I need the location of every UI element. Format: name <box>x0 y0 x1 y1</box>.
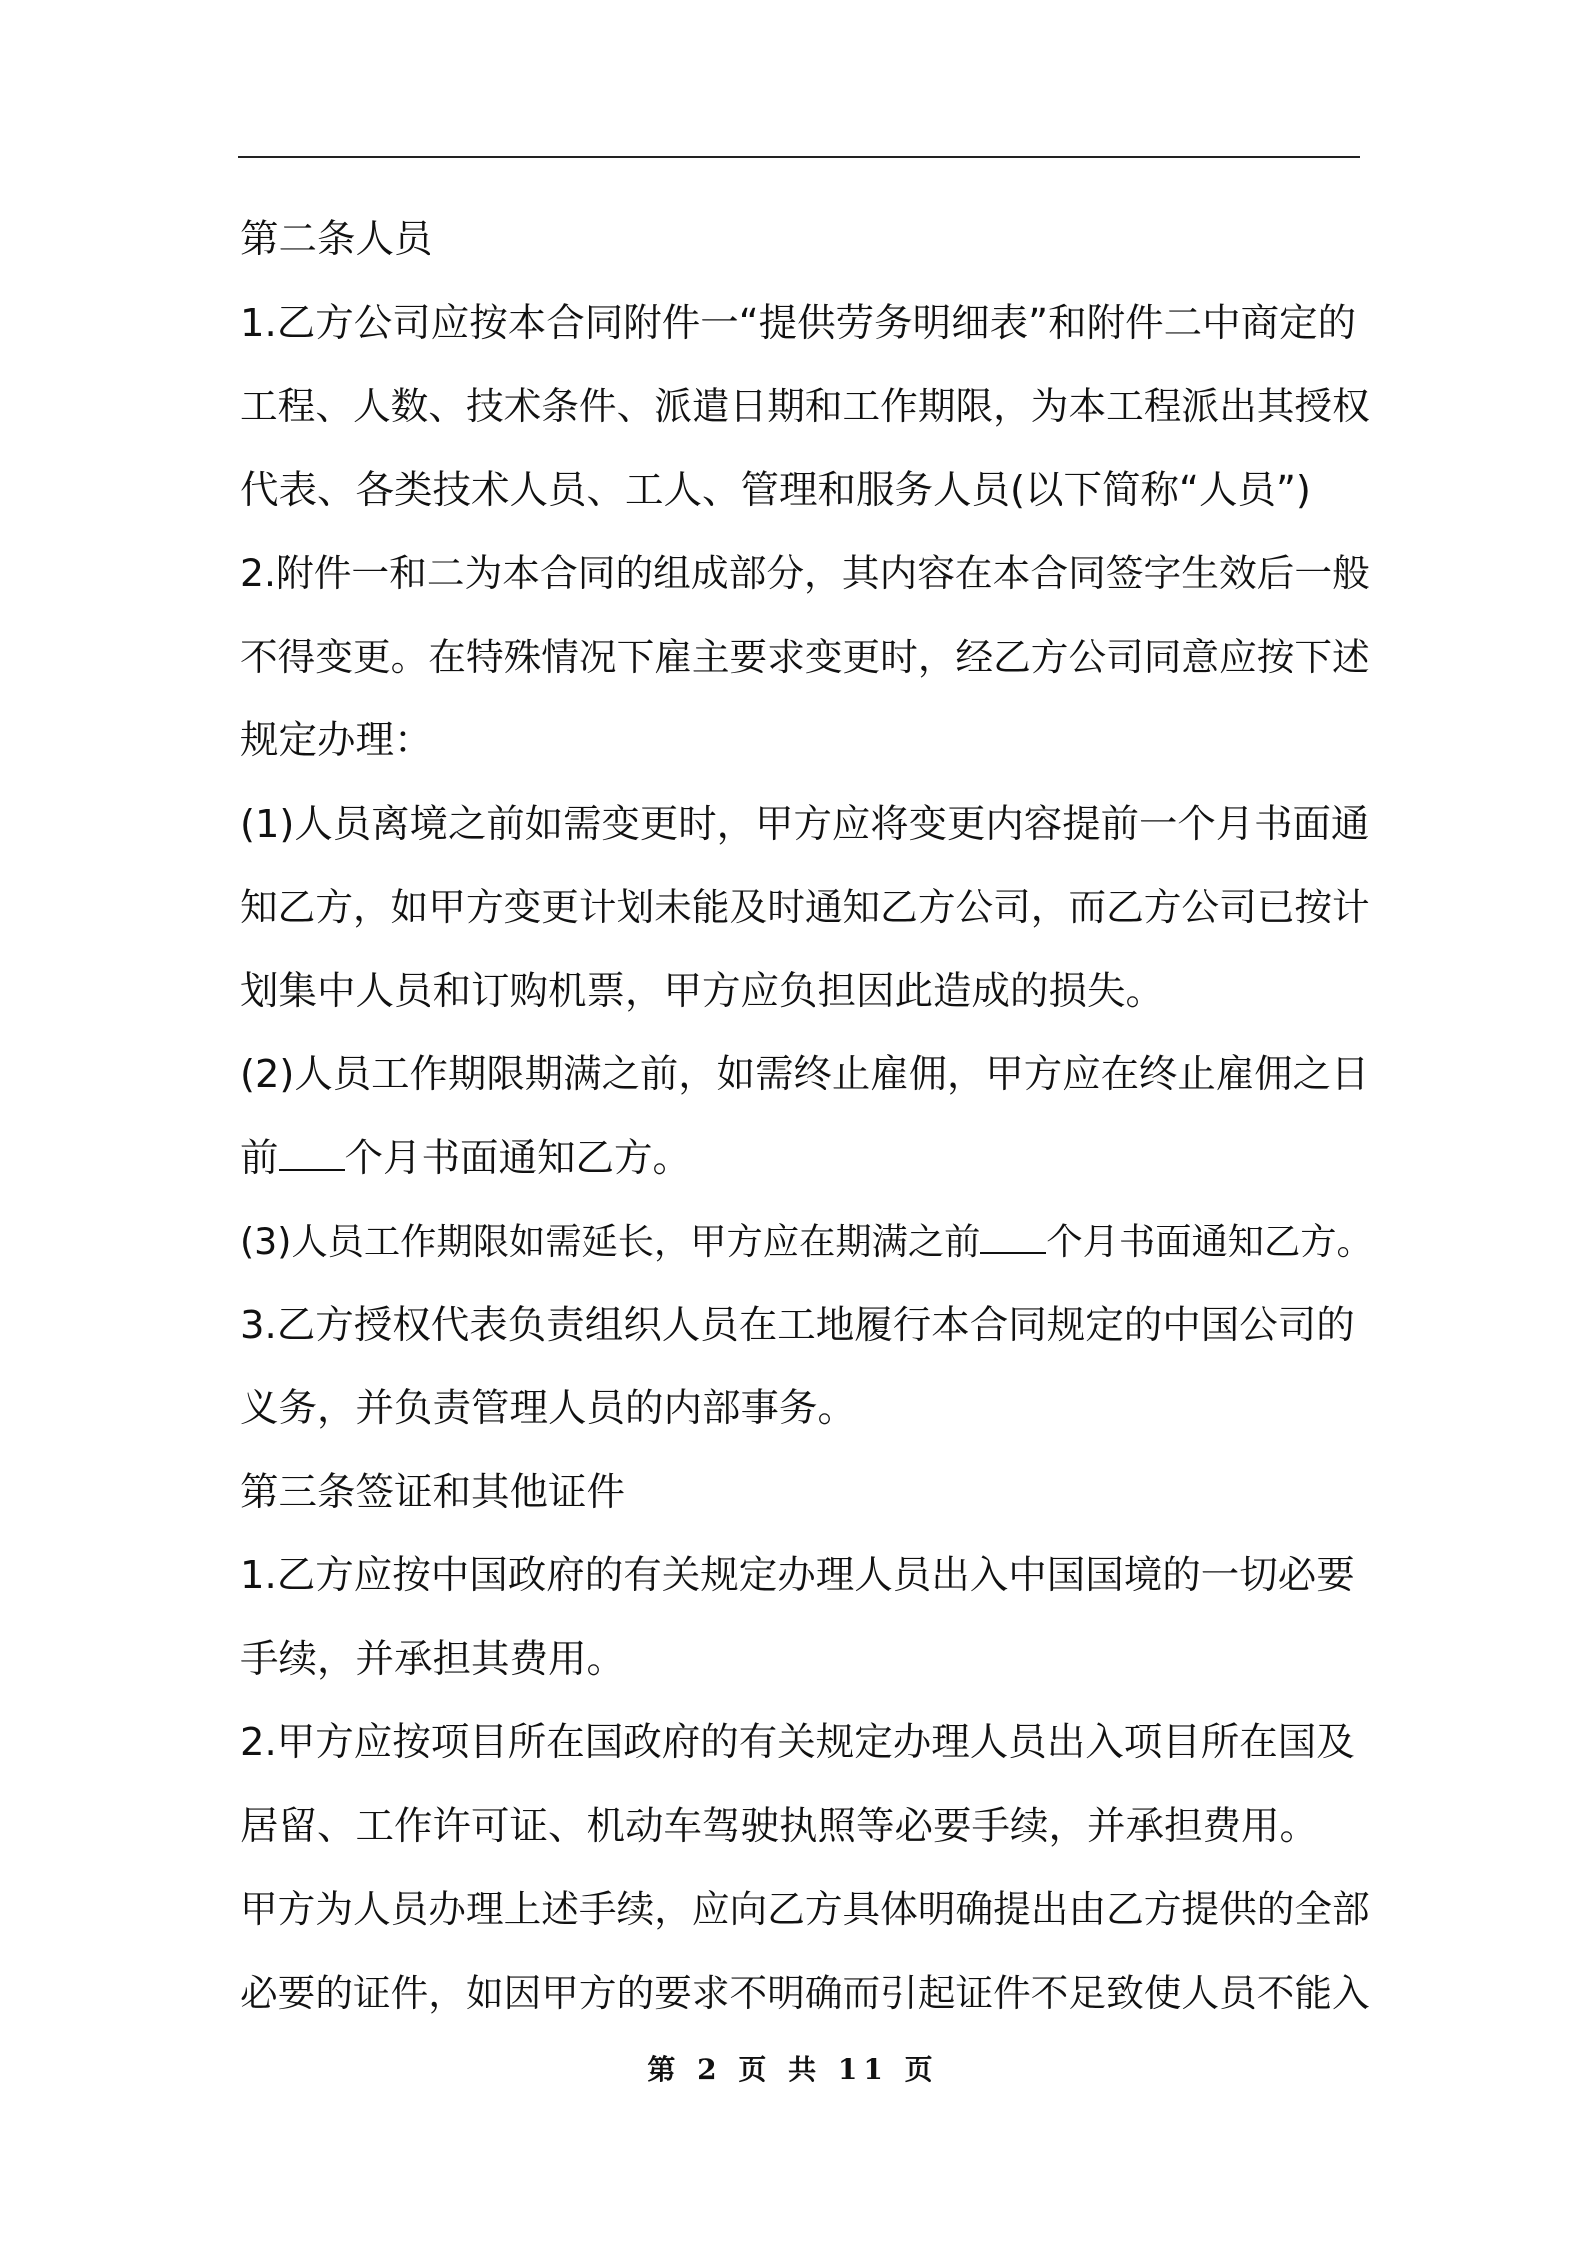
header-rule <box>238 156 1360 158</box>
text-line <box>240 1284 1370 1368</box>
text-segment: 甲方为人员办理上述手续，应向乙方具体明确提出由乙方提供的全部 <box>240 1887 1370 1931</box>
text-segment: 第二条人员 <box>240 217 433 262</box>
text-segment: 居留、工作许可证、机动车驾驶执照等必要手续，并承担费用。 <box>240 1803 1319 1849</box>
text-line <box>240 1618 1370 1702</box>
text-line <box>240 1534 1370 1618</box>
text-line <box>240 1785 1370 1869</box>
text-line <box>240 1868 1370 1952</box>
text-segment: 划集中人员和订购机票，甲方应负担因此造成的损失。 <box>240 968 1165 1014</box>
document-body <box>240 198 1373 2035</box>
text-segment: 2.甲方应按项目所在国政府的有关规定办理人员出入项目所在国及 <box>240 1720 1355 1765</box>
text-line <box>240 699 1370 783</box>
text-line <box>240 198 1370 282</box>
text-segment: 2.附件一和二为本合同的组成部分，其内容在本合同签字生效后一般 <box>240 551 1370 595</box>
text-segment: 个月书面通知乙方。 <box>344 1135 692 1181</box>
text-line <box>240 1117 1370 1201</box>
text-line <box>240 783 1370 867</box>
text-line <box>240 616 1370 700</box>
text-segment: 代表、各类技术人员、工人、管理和服务人员(以下简称“人员”) <box>240 467 1311 513</box>
text-line <box>240 1367 1370 1451</box>
text-line <box>240 449 1370 533</box>
text-segment: 1.乙方应按中国政府的有关规定办理人员出入中国国境的一切必要 <box>240 1553 1355 1598</box>
text-segment: 必要的证件，如因甲方的要求不明确而引起证件不足致使人员不能入 <box>240 1970 1370 2015</box>
text-segment: 前 <box>240 1135 279 1181</box>
text-segment: 不得变更。在特殊情况下雇主要求变更时，经乙方公司同意应按下述 <box>240 634 1370 679</box>
text-line <box>240 1451 1370 1535</box>
text-segment: 3.乙方授权代表负责组织人员在工地履行本合同规定的中国公司的 <box>240 1302 1355 1348</box>
text-segment: (3)人员工作期限如需延长，甲方应在期满之前 <box>240 1220 981 1263</box>
text-line <box>240 1200 1373 1284</box>
text-line <box>240 365 1370 449</box>
text-segment: 1.乙方公司应按本合同附件一“提供劳务明细表”和附件二中商定的 <box>240 300 1357 346</box>
text-line <box>240 282 1370 366</box>
text-line <box>240 1033 1370 1117</box>
text-segment: 手续，并承担其费用。 <box>240 1636 626 1682</box>
text-line <box>240 1952 1370 2036</box>
text-line <box>240 950 1370 1034</box>
text-segment: (1)人员离境之前如需变更时，甲方应将变更内容提前一个月书面通 <box>240 801 1370 847</box>
text-segment: 第三条签证和其他证件 <box>240 1469 626 1515</box>
text-segment: 个月书面通知乙方。 <box>1046 1220 1373 1263</box>
text-segment: 规定办理： <box>240 718 433 763</box>
text-segment: 义务，并负责管理人员的内部事务。 <box>240 1386 857 1431</box>
fill-in-blank <box>279 1135 345 1171</box>
fill-in-blank <box>980 1218 1046 1254</box>
text-segment: 知乙方，如甲方变更计划未能及时通知乙方公司，而乙方公司已按计 <box>240 885 1370 929</box>
text-line <box>240 532 1370 616</box>
text-segment: (2)人员工作期限期满之前，如需终止雇佣，甲方应在终止雇佣之日 <box>240 1052 1370 1097</box>
text-segment: 工程、人数、技术条件、派遣日期和工作期限，为本工程派出其授权 <box>240 384 1370 428</box>
text-line <box>240 1701 1370 1785</box>
text-line <box>240 866 1370 950</box>
page-footer: 第 2 页 共 11 页 <box>647 2053 939 2086</box>
